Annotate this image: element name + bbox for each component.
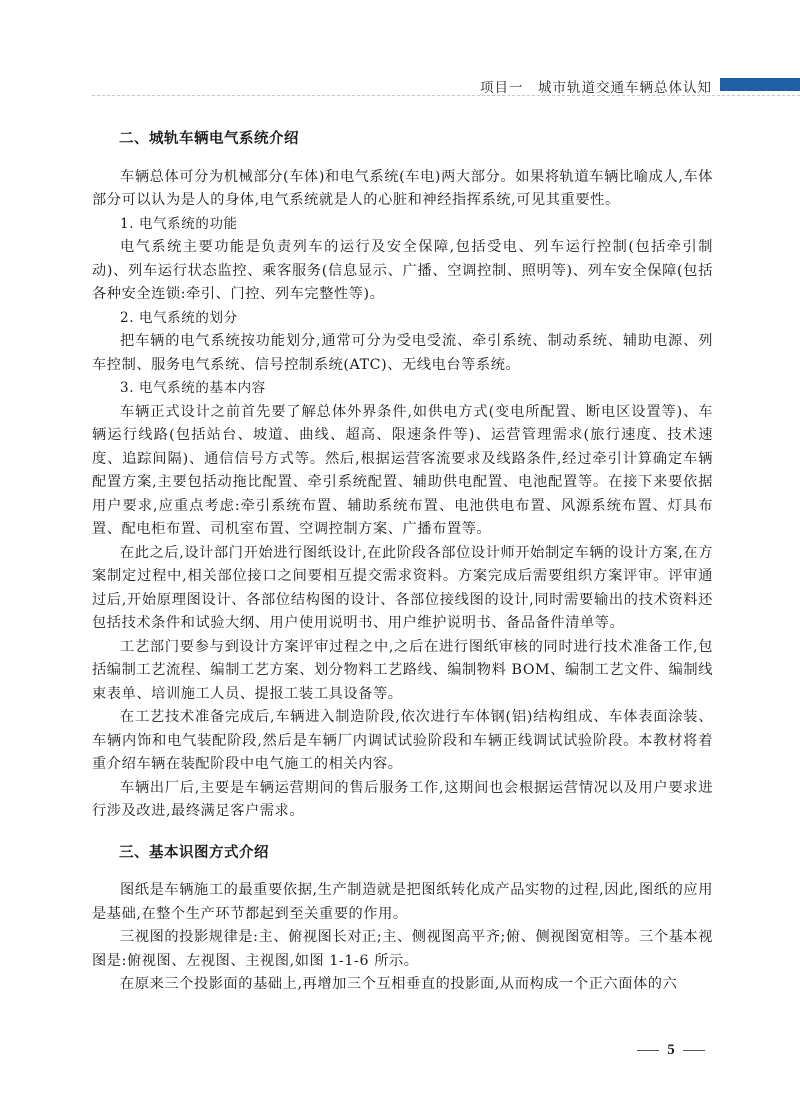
paragraph: 在原来三个投影面的基础上,再增加三个互相垂直的投影面,从而构成一个正六面体的六 [120, 976, 678, 992]
paragraph: 电气系统主要功能是负责列车的运行及安全保障,包括受电、列车运行控制(包括牵引制动)、列车运行状态监控、乘客服务(信息显示、广播、空调控制、照明等)、列车安全保障(包括各种安全连锁:牵引、门控、列车完整性等)。 [92, 239, 713, 302]
running-header [0, 76, 800, 96]
paragraph: 把车辆的电气系统按功能划分,通常可分为受电受流、牵引系统、制动系统、辅助电源、列车控制、服务电气系统、信号控制系统(ATC)、无线电台等系统。 [92, 333, 713, 373]
running-header-title: 项目一 城市轨道交通车辆总体认知 [480, 80, 712, 96]
footer-dash-left [637, 1050, 659, 1051]
page-footer [626, 1042, 716, 1059]
paragraph: 图纸是车辆施工的最重要依据,生产制造就是把图纸转化成产品实物的过程,因此,图纸的应用是基础,在整个生产环节都起到至关重要的作用。 [92, 882, 713, 922]
section-heading: 二、城轨车辆电气系统介绍 [119, 131, 299, 147]
paragraph: 在此之后,设计部门开始进行图纸设计,在此阶段各部位设计师开始制定车辆的设计方案,在方案制定过程中,相关部位接口之间要相互提交需求资料。方案完成后需要组织方案评审。评审通过后,开始原理图设计、各部位结构图的设计、各部位接线图的设计,同时需要输出的技术资料还包括技术条件和试验大纲、用户使用说明书、用户维护说明书、备品备件清单等。 [92, 544, 713, 631]
footer-dash-right [683, 1050, 705, 1051]
paragraph: 车辆正式设计之前首先要了解总体外界条件,如供电方式(变电所配置、断电区设置等)、车辆运行线路(包括站台、坡道、曲线、超高、限速条件等)、运营管理需求(旅行速度、技术速度、追踪间隔)、通信信号方式等。然后,根据运营客流要求及线路条件,经过牵引计算确定车辆配置方案,主要包括动拖比配置、牵引系统配置、辅助供电配置、电池配置等。在接下来要依据用户要求,应重点考虑:牵引系统布置、辅助系统布置、电池供电布置、风源系统布置、灯具布置、配电柜布置、司机室布置、空调控制方案、广播布置等。 [92, 403, 713, 537]
paragraph: 三视图的投影规律是:主、俯视图长对正;主、侧视图高平齐;俯、侧视图宽相等。三个基本视图是:俯视图、左视图、主视图,如图 1-1-6 所示。 [92, 929, 713, 969]
paragraph: 在工艺技术准备完成后,车辆进入制造阶段,依次进行车体钢(铝)结构组成、车体表面涂装、车辆内饰和电气装配阶段,然后是车辆厂内调试试验阶段和车辆正线调试试验阶段。本教材将着重介绍车辆在装配阶段中电气施工的相关内容。 [92, 709, 713, 772]
subheading: 2. 电气系统的划分 [120, 309, 238, 326]
subheading: 1. 电气系统的功能 [120, 215, 238, 232]
page-body [92, 128, 713, 997]
section-heading: 三、基本识图方式介绍 [119, 844, 269, 861]
subheading: 3. 电气系统的基本内容 [120, 380, 266, 396]
paragraph: 车辆总体可分为机械部分(车体)和电气系统(车电)两大部分。如果将轨道车辆比喻成人,车体部分可以认为是人的身体,电气系统就是人的心脏和神经指挥系统,可见其重要性。 [92, 168, 713, 208]
header-accent-bar [720, 78, 800, 91]
header-dashed-rule [92, 95, 800, 96]
page-number: 5 [667, 1042, 675, 1058]
paragraph: 工艺部门要参与到设计方案评审过程之中,之后在进行图纸审核的同时进行技术准备工作,包括编制工艺流程、编制工艺方案、划分物料工艺路线、编制物料 BOM、编制工艺文件、编制线束表单、培训施工人员、提报工装工具设备等。 [92, 638, 713, 702]
paragraph: 车辆出厂后,主要是车辆运营期间的售后服务工作,这期间也会根据运营情况以及用户要求进行涉及改进,最终满足客户需求。 [92, 779, 713, 819]
